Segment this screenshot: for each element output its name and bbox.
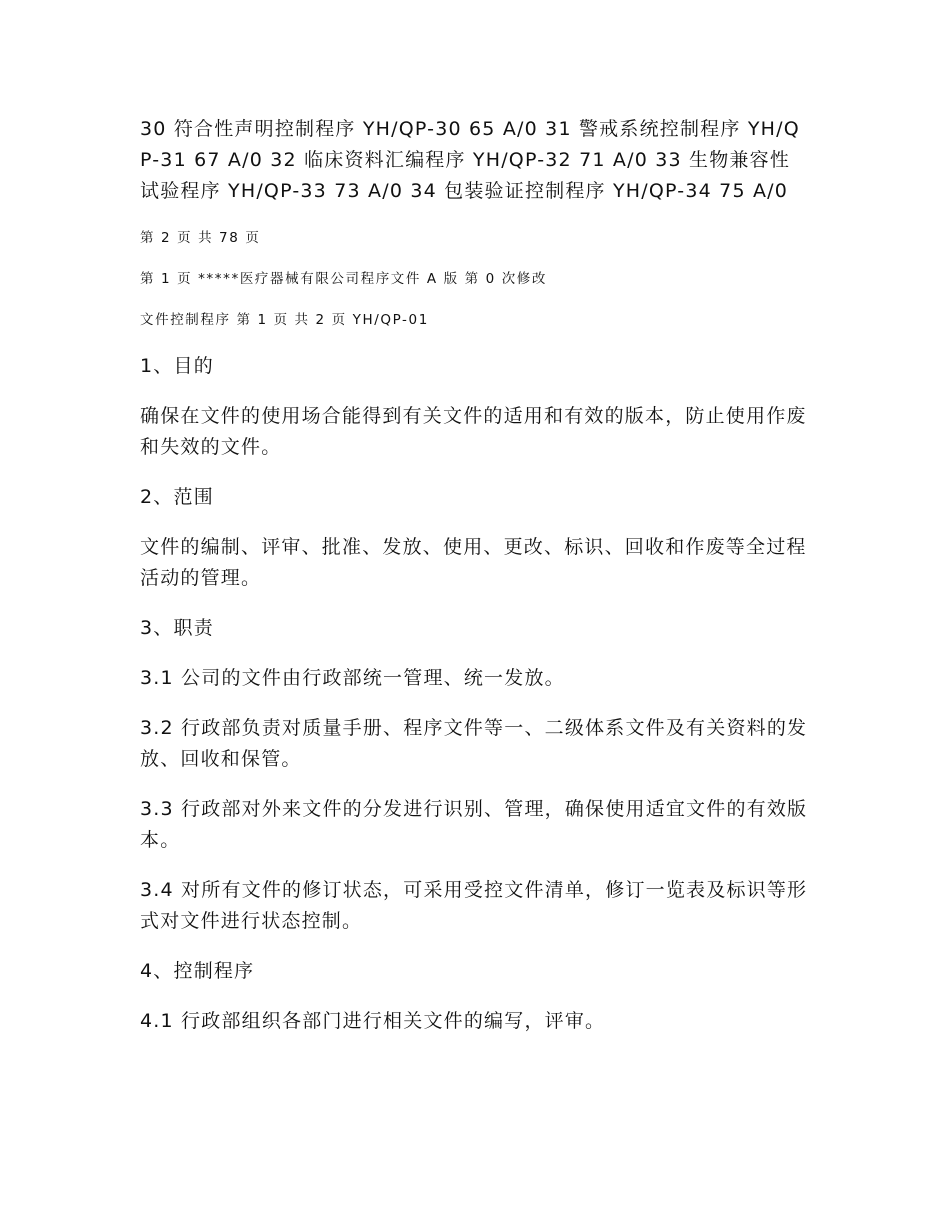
index-continuation-paragraph: 30 符合性声明控制程序 YH/QP-30 65 A/0 31 警戒系统控制程序 YH/QP-31 67 A/0 32 临床资料汇编程序 YH/QP-32 71 A/0 33 生物兼容性试验程序 YH/QP-33 73 A/0 34 包装验证控制程序 YH/QP-34 75 A/0 [140,118,800,202]
document-page [140,114,810,1056]
scope-paragraph: 文件的编制、评审、批准、发放、使用、更改、标识、回收和作废等全过程活动的管理。 [140,536,807,589]
section-heading-scope: 2、范围 [140,486,214,508]
section-heading-purpose: 1、目的 [140,355,214,377]
purpose-paragraph: 确保在文件的使用场合能得到有关文件的适用和有效的版本，防止使用作废和失效的文件。 [140,405,807,458]
responsibility-item-3-4: 3.4 对所有文件的修订状态，可采用受控文件清单，修订一览表及标识等形式对文件进行状态控制。 [140,879,808,932]
responsibility-item-3-3: 3.3 行政部对外来文件的分发进行识别、管理，确保使用适宜文件的有效版本。 [140,798,808,851]
section-heading-responsibilities: 3、职责 [140,617,214,639]
responsibility-item-3-1: 3.1 公司的文件由行政部统一管理、统一发放。 [140,667,565,689]
control-item-4-1: 4.1 行政部组织各部门进行相关文件的编写，评审。 [140,1010,606,1032]
section-heading-control-procedure: 4、控制程序 [140,960,255,982]
index-page-number: 第 2 页 共 78 页 [140,230,261,246]
procedure-header-line: 文件控制程序 第 1 页 共 2 页 YH/QP-01 [140,312,429,328]
document-header-line: 第 1 页 *****医疗器械有限公司程序文件 A 版 第 0 次修改 [140,271,547,287]
responsibility-item-3-2: 3.2 行政部负责对质量手册、程序文件等一、二级体系文件及有关资料的发放、回收和保管。 [140,717,808,770]
